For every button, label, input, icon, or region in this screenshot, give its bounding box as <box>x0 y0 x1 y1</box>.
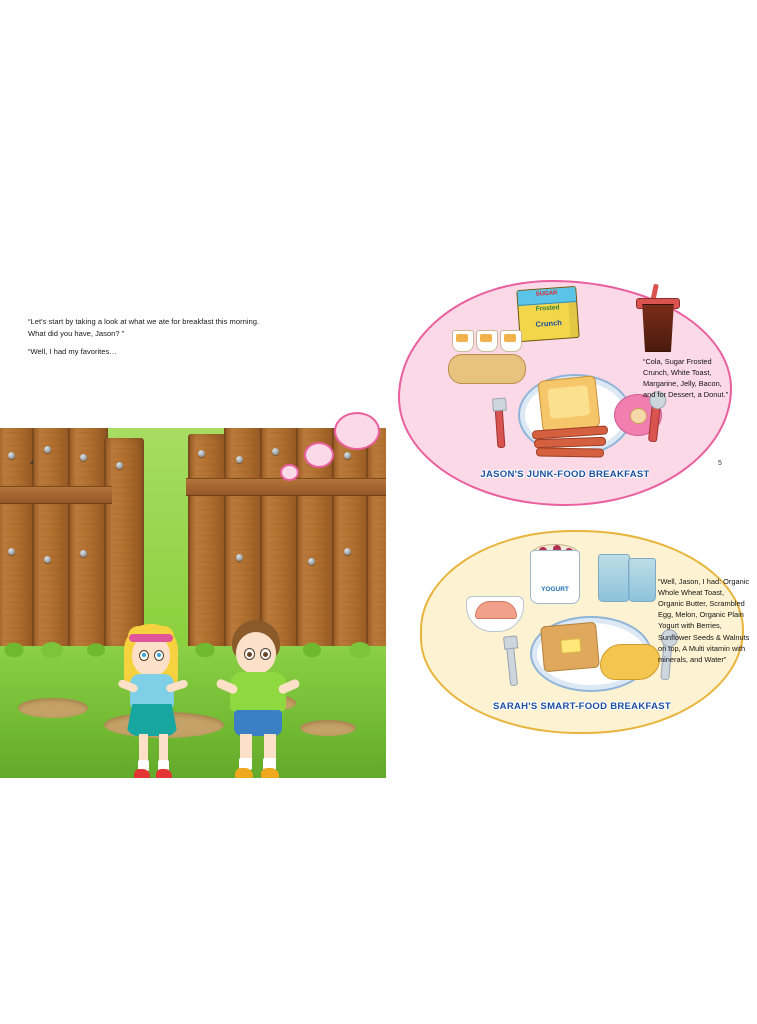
thought-puff-small <box>280 464 299 481</box>
water-glass-icon <box>628 558 656 602</box>
cereal-box-line-1: SUGAR <box>535 290 558 298</box>
cereal-box-line-2: Frosted <box>535 304 560 313</box>
white-toast-icon <box>537 375 600 433</box>
fork-icon <box>495 406 506 448</box>
melon-bowl-icon <box>466 596 524 632</box>
water-glass-icon <box>598 554 630 602</box>
dialogue-line-1: “Let's start by taking a look at what we ate for breakfast this morning. What did you have, Jason? ” <box>28 317 260 338</box>
thought-bubble-smart-food <box>420 530 750 734</box>
thought-puff-large <box>334 412 380 450</box>
pastry-icon <box>448 354 526 384</box>
yogurt-label-text: YOGURT <box>541 586 569 593</box>
page-number-left: 4 <box>30 460 34 467</box>
cereal-box-line-3: Crunch <box>535 318 563 329</box>
cereal-box-icon <box>516 286 579 342</box>
junk-food-quote: “Cola, Sugar Frosted Crunch, White Toast, Margarine, Jelly, Bacon, and for Dessert, a Donut.” <box>643 357 729 400</box>
right-page <box>390 280 757 790</box>
left-page <box>0 280 390 790</box>
junk-food-label: JASON'S JUNK-FOOD BREAKFAST <box>480 469 650 480</box>
bacon-strip-icon <box>536 447 604 457</box>
cola-cup-icon <box>640 304 676 352</box>
thought-bubble-junk-food <box>398 280 732 506</box>
scrambled-egg-icon <box>600 644 660 680</box>
fork-icon <box>506 644 518 687</box>
character-boy-jason <box>214 618 304 778</box>
smart-food-label: SARAH'S SMART-FOOD BREAKFAST <box>493 701 671 712</box>
dialogue-line-2: “Well, I had my favorites… <box>28 346 117 356</box>
dialogue-block <box>28 316 278 363</box>
yogurt-cup-icon <box>530 550 580 604</box>
character-girl-sarah <box>112 620 198 778</box>
page-number-right: 5 <box>718 460 722 467</box>
smart-food-quote: “Well, Jason, I had: Organic Whole Wheat Toast, Organic Butter, Scrambled Egg, Melon, Organic Plain Yogurt with Berries, Sunflower Seeds & Walnuts on top, A Multi vitamin with minerals, and Water” <box>658 577 750 664</box>
buttered-toast-icon <box>540 622 600 673</box>
left-illustration <box>0 428 386 778</box>
thought-puff-medium <box>304 442 334 468</box>
